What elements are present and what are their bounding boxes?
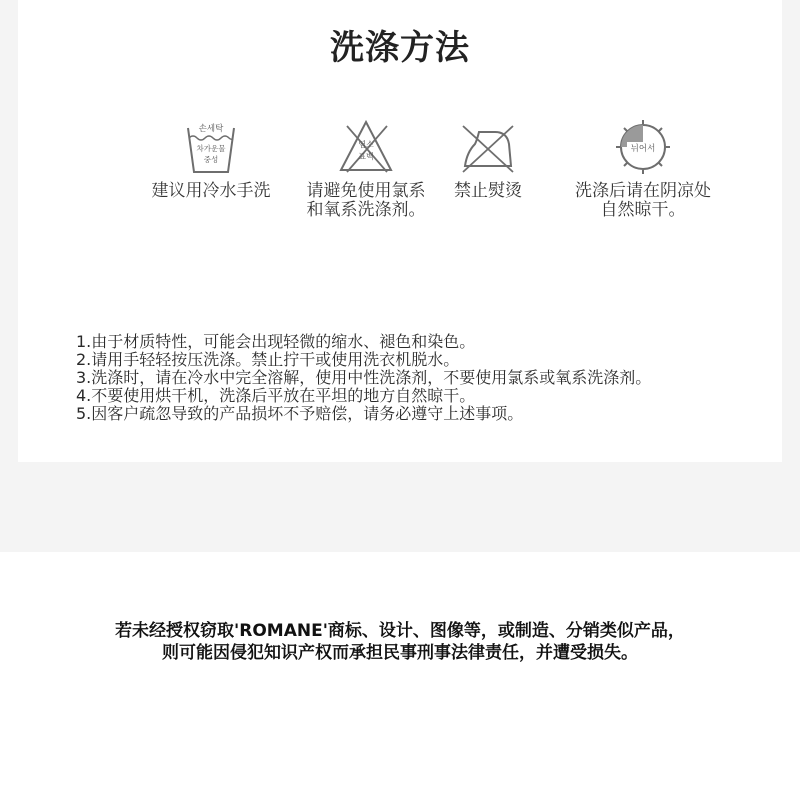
- caption-line: 洗涤后请在阴凉处: [575, 181, 711, 201]
- page-title: 洗涤方法: [330, 28, 470, 68]
- care-caption-no-iron: [428, 182, 548, 201]
- no-bleach-label-bot: 표백: [358, 152, 374, 161]
- caption-line: 请避免使用氯系: [306, 181, 426, 201]
- care-note: 4.不要使用烘干机，洗涤后平放在平坦的地方自然晾干。: [76, 386, 476, 405]
- care-note: 5.因客户疏忽导致的产品损坏不予赔偿，请务必遵守上述事项。: [76, 404, 524, 423]
- shade-dry-label: 뉘어서: [630, 144, 656, 154]
- care-caption-no-bleach: [286, 182, 446, 220]
- no-bleach-label-top: 염소: [358, 140, 374, 149]
- caption-line: 和氧系洗涤剂。: [306, 200, 426, 220]
- care-note: 3.洗涤时，请在冷水中完全溶解，使用中性洗涤剂，不要使用氯系或氧系洗涤剂。: [76, 368, 652, 387]
- care-notes-list: [76, 333, 776, 423]
- hand-wash-label-mid: 차가운물: [196, 144, 226, 153]
- legal-notice: [0, 620, 800, 664]
- care-note: 2.请用手轻轻按压洗涤。禁止拧干或使用洗衣机脱水。: [76, 350, 460, 369]
- caption-line: 禁止熨烫: [454, 181, 522, 201]
- caption-line: 建议用冷水手洗: [151, 181, 271, 201]
- care-item-hand-wash: [131, 118, 291, 201]
- legal-line: 若未经授权窃取'ROMANE'商标、设计、图像等，或制造、分销类似产品，: [115, 621, 685, 641]
- caption-line: 自然晾干。: [600, 200, 686, 220]
- hand-wash-label-bot: 중성: [203, 155, 219, 164]
- no-iron-icon: [457, 118, 519, 176]
- care-caption-hand-wash: [131, 182, 291, 201]
- care-caption-shade-dry: [548, 182, 738, 220]
- hand-wash-label-top: 손세탁: [198, 124, 224, 134]
- legal-line: 则可能因侵犯知识产权而承担民事刑事法律责任，并遭受损失。: [162, 643, 638, 663]
- shade-dry-icon: [612, 118, 674, 176]
- care-note: 1.由于材质特性，可能会出现轻微的缩水、褪色和染色。: [76, 332, 476, 351]
- hand-wash-cold-icon: [180, 118, 242, 176]
- care-item-shade-dry: [548, 118, 738, 220]
- care-item-no-bleach: [286, 118, 446, 220]
- no-bleach-icon: [335, 118, 397, 176]
- washing-instructions-card: [18, 0, 782, 462]
- care-item-no-iron: [428, 118, 548, 201]
